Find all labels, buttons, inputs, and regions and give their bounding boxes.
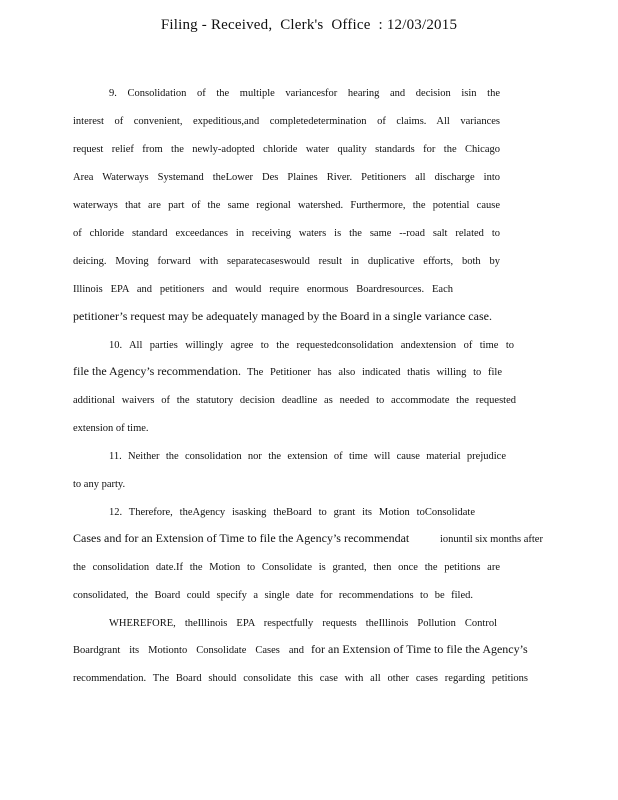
- body-line: The Petitioner has also indicated thatis willing to file: [247, 367, 502, 378]
- body-line-lead: file the: [73, 364, 107, 378]
- body-line: extension of time.: [73, 423, 149, 434]
- body-line: Boardgrant its Motionto Consolidate Cases and: [73, 645, 304, 656]
- body-line-mixed: [73, 364, 241, 378]
- body-line: the consolidation date.If the Motion to Consolidate is granted, then once the petitions are: [73, 562, 500, 573]
- body-line: 11. Neither the consolidation nor the extension of time will cause material prejudice: [109, 451, 506, 462]
- body-line: waterways that are part of the same regional watershed. Furthermore, the potential cause: [73, 200, 500, 211]
- body-line: additional waivers of the statutory decision deadline as needed to accommodate the requested: [73, 395, 516, 406]
- body-line: Illinois EPA and petitioners and would require enormous Boardresources. Each: [73, 284, 453, 295]
- body-line: request relief from the newly-adopted chloride water quality standards for the Chicago: [73, 144, 500, 155]
- body-line: interest of convenient, expeditious,and completedetermination of claims. All variances: [73, 116, 500, 127]
- body-line: WHEREFORE, theIllinois EPA respectfully requests theIllinois Pollution Control: [109, 618, 497, 629]
- body-line: recommendation. The Board should consolidate this case with all other cases regarding petitions: [73, 673, 528, 684]
- body-line: petitioner’s request may be adequately managed by the Board in a single variance case.: [73, 309, 492, 323]
- body-line-bold: Agency’s recommendation.: [109, 364, 241, 378]
- body-line: 9. Consolidation of the multiple variancesfor hearing and decision isin the: [109, 88, 500, 99]
- body-line: consolidated, the Board could specify a single date for recommendations to be filed.: [73, 590, 473, 601]
- body-line: 10. All parties willingly agree to the requestedconsolidation andextension of time to: [109, 340, 514, 351]
- body-line: Cases and for an Extension of Time to file the Agency’s recommendat: [73, 531, 410, 545]
- body-line: Area Waterways Systemand theLower Des Plaines River. Petitioners all discharge into: [73, 172, 500, 183]
- body-line: 12. Therefore, theAgency isasking theBoard to grant its Motion toConsolidate: [109, 507, 475, 518]
- body-line: of chloride standard exceedances in receiving waters is the same --road salt related to: [73, 228, 500, 239]
- body-line: for an Extension of Time to file the Agency’s: [311, 642, 528, 656]
- body-line: to any party.: [73, 479, 126, 490]
- body-line: ionuntil six months after: [440, 534, 543, 545]
- filing-header: Filing - Received, Clerk's Office : 12/03/2015: [160, 17, 458, 33]
- body-line: deicing. Moving forward with separatecaseswould result in duplicative efforts, both by: [73, 256, 500, 267]
